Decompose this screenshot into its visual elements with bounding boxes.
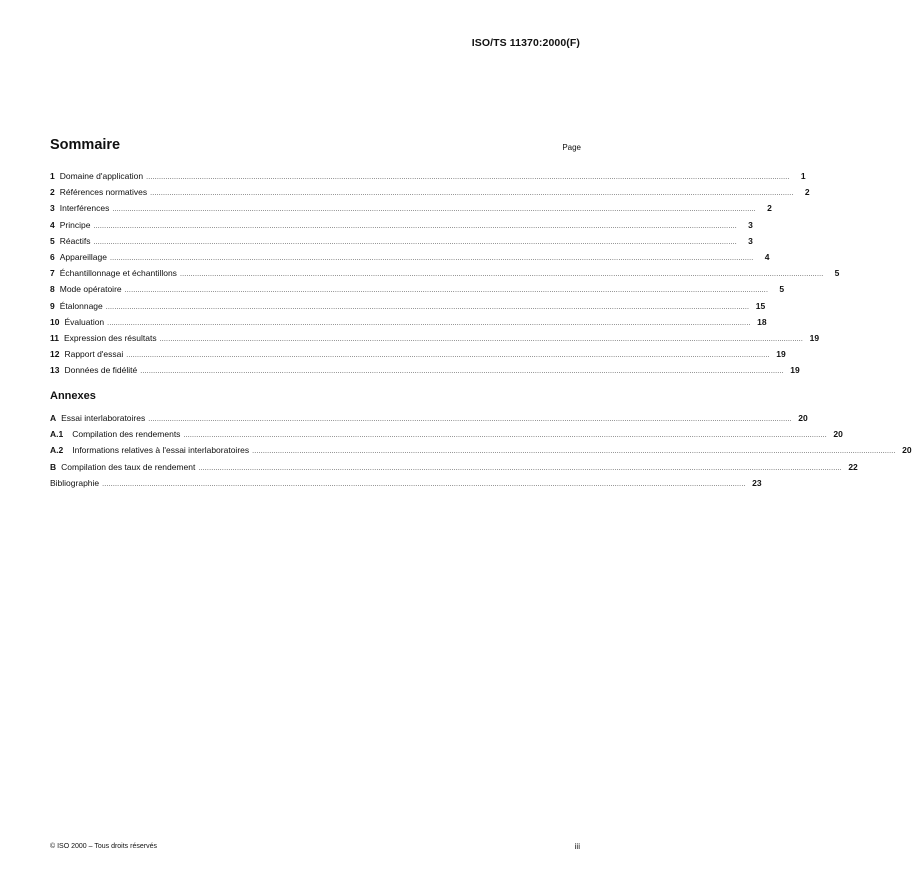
- toc-entry-title: Évaluation: [64, 316, 105, 327]
- annex-entry-number: A: [50, 413, 57, 423]
- annex-entry-page: 20: [798, 413, 808, 423]
- dot-leader: ............................................................................................................................................................................................................................................................................................................: [126, 352, 770, 360]
- toc-entry[interactable]: [50, 284, 785, 300]
- toc-entry-page: 15: [755, 300, 766, 311]
- toc-entry-title: Appareillage: [59, 251, 107, 262]
- dot-leader: ............................................................................................................................................................................................................................................................................................................: [93, 238, 737, 246]
- toc-entry-page: 19: [809, 332, 820, 343]
- toc-entry-title: Réactifs: [59, 235, 91, 246]
- toc-entry-title: Mode opératoire: [59, 284, 122, 295]
- toc-entry[interactable]: [50, 203, 772, 219]
- dot-leader: ............................................................................................................................................................................................................................................................................................................: [102, 480, 746, 488]
- toc-entry-title: Domaine d'application: [59, 171, 144, 181]
- dot-leader: ............................................................................................................................................................................................................................................................................................................: [252, 448, 896, 456]
- toc-list: [50, 171, 840, 381]
- toc-entry-number: 6: [50, 251, 55, 262]
- dot-leader: ............................................................................................................................................................................................................................................................................................................: [198, 464, 842, 472]
- toc-entry-page: 5: [779, 284, 785, 295]
- toc-entry-title: Échantillonnage et échantillons: [59, 268, 177, 279]
- dot-leader: ............................................................................................................................................................................................................................................................................................................: [140, 368, 784, 376]
- toc-entry-title: Rapport d'essai: [64, 349, 124, 360]
- annex-entry-title: Compilation des rendements: [72, 429, 181, 440]
- annex-entry[interactable]: [50, 461, 858, 478]
- toc-entry-number: 2: [50, 187, 55, 198]
- toc-entry-number: 4: [50, 219, 55, 230]
- toc-entry-page: 3: [748, 235, 753, 246]
- toc-entry[interactable]: [50, 235, 753, 252]
- dot-leader: ............................................................................................................................................................................................................................................................................................................: [105, 303, 750, 311]
- toc-entry-number: 1: [50, 171, 55, 181]
- toc-entry-number: 5: [50, 235, 55, 246]
- toc-entry-title: Références normatives: [59, 187, 148, 198]
- toc-entry-number: 8: [50, 284, 55, 295]
- annex-entry-number: A.2: [50, 445, 64, 456]
- dot-leader: ............................................................................................................................................................................................................................................................................................................: [124, 287, 769, 295]
- page-title: Sommaire: [50, 137, 121, 153]
- page-column-label: Page: [562, 143, 581, 152]
- toc-entry[interactable]: [50, 219, 753, 236]
- annex-entry[interactable]: [50, 477, 762, 494]
- toc-entry-page: 4: [764, 251, 770, 262]
- toc-entry-page: 2: [767, 203, 772, 214]
- annex-entry[interactable]: [50, 445, 912, 461]
- toc-entry[interactable]: [50, 268, 840, 284]
- toc-entry-title: Principe: [59, 219, 91, 230]
- dot-leader: ............................................................................................................................................................................................................................................................................................................: [183, 432, 827, 440]
- toc-entry-title: Expression des résultats: [64, 332, 157, 343]
- annex-list: [50, 413, 912, 494]
- dot-leader: ............................................................................................................................................................................................................................................................................................................: [110, 254, 754, 262]
- toc-entry[interactable]: [50, 332, 820, 349]
- toc-entry-page: 5: [834, 268, 840, 279]
- dot-leader: ............................................................................................................................................................................................................................................................................................................: [93, 222, 737, 230]
- annex-entry[interactable]: [50, 413, 808, 429]
- toc-entry-number: 12: [50, 349, 60, 360]
- toc-entry[interactable]: [50, 251, 770, 268]
- footer-copyright: © ISO 2000 – Tous droits réservés: [50, 843, 157, 850]
- annex-entry-title: Compilation des taux de rendement: [61, 461, 196, 472]
- dot-leader: ............................................................................................................................................................................................................................................................................................................: [179, 271, 824, 279]
- dot-leader: ............................................................................................................................................................................................................................................................................................................: [112, 206, 756, 214]
- toc-entry-number: 13: [50, 365, 60, 376]
- toc-title-row: [50, 137, 581, 157]
- dot-leader: ............................................................................................................................................................................................................................................................................................................: [107, 319, 751, 327]
- document-id: ISO/TS 11370:2000(F): [471, 37, 580, 49]
- toc-entry-number: 9: [50, 300, 55, 311]
- toc-entry-number: 11: [50, 332, 59, 343]
- toc-entry-title: Interférences: [59, 203, 110, 214]
- annex-entry[interactable]: [50, 429, 843, 445]
- annex-entry-page: 20: [902, 445, 912, 456]
- dot-leader: ............................................................................................................................................................................................................................................................................................................: [148, 416, 792, 423]
- toc-entry[interactable]: [50, 349, 786, 365]
- annex-entry-page: 22: [848, 461, 858, 472]
- toc-entry[interactable]: [50, 171, 806, 187]
- toc-entry-page: 19: [790, 365, 800, 376]
- annex-entry-page: 23: [752, 477, 762, 488]
- toc-entry-number: 7: [50, 268, 55, 279]
- annex-entry-number: B: [50, 461, 57, 472]
- dot-leader: ............................................................................................................................................................................................................................................................................................................: [150, 190, 794, 198]
- toc-entry-title: Étalonnage: [59, 300, 103, 311]
- toc-entry-page: 1: [800, 171, 806, 181]
- toc-entry[interactable]: [50, 300, 766, 317]
- annex-entry-title: Essai interlaboratoires: [61, 413, 146, 423]
- annex-entry-number: A.1: [50, 429, 64, 440]
- toc-entry-number: 10: [50, 316, 60, 327]
- dot-leader: ............................................................................................................................................................................................................................................................................................................: [146, 174, 790, 181]
- toc-entry-title: Données de fidélité: [64, 365, 138, 376]
- toc-entry[interactable]: [50, 187, 810, 203]
- footer-page-number: iii: [574, 842, 580, 851]
- toc-entry-page: 19: [776, 349, 786, 360]
- toc-entry-number: 3: [50, 203, 55, 214]
- dot-leader: ............................................................................................................................................................................................................................................................................................................: [159, 335, 804, 343]
- toc-entry[interactable]: [50, 316, 767, 333]
- toc-entry[interactable]: [50, 365, 800, 381]
- annex-entry-page: 20: [833, 429, 843, 440]
- toc-entry-page: 2: [804, 187, 810, 198]
- annex-heading: Annexes: [50, 390, 96, 402]
- toc-entry-page: 18: [757, 316, 767, 327]
- annex-entry-title: Informations relatives à l'essai interlaboratoires: [72, 445, 250, 456]
- annex-entry-title: Bibliographie: [50, 477, 100, 488]
- toc-entry-page: 3: [748, 219, 753, 230]
